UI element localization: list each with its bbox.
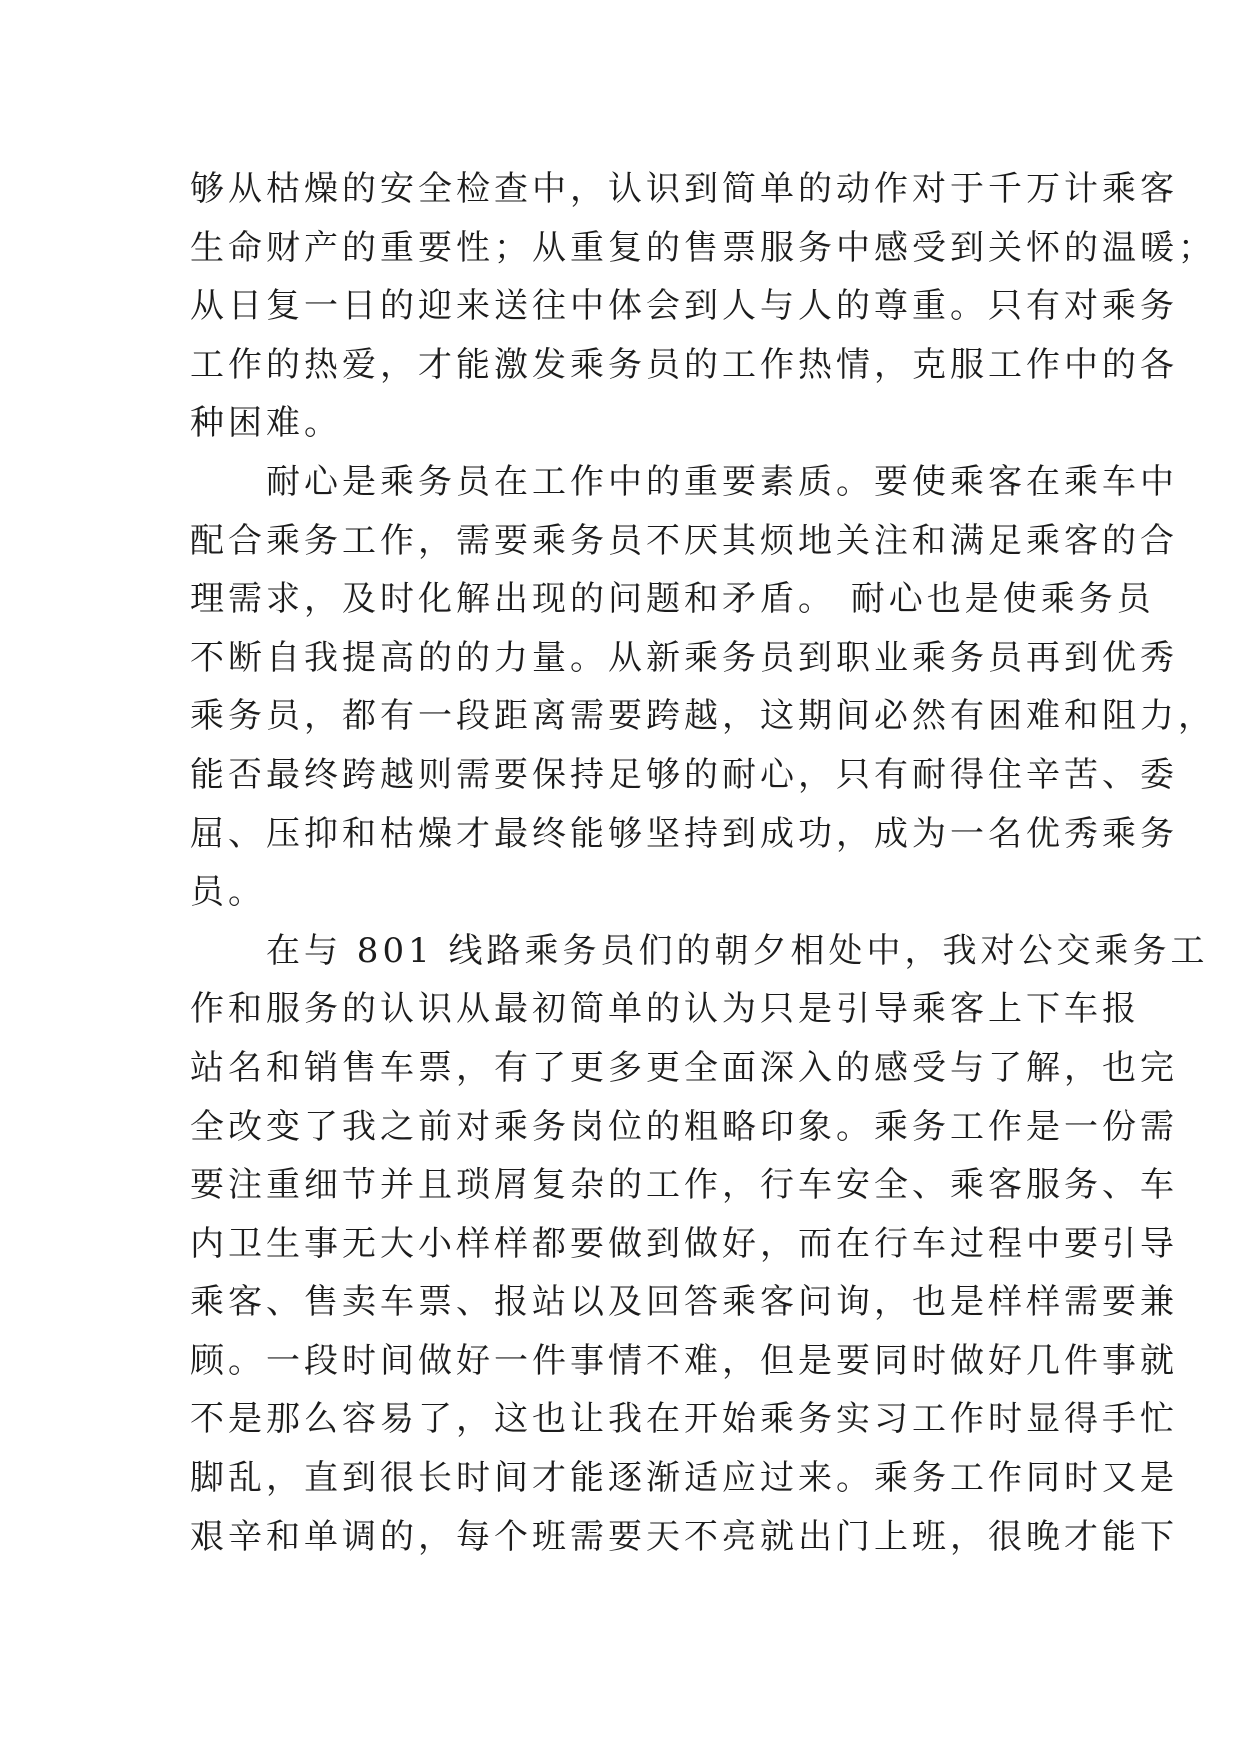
document-body [190, 160, 1216, 1625]
text-line: 理需求，及时化解出现的问题和矛盾。 耐心也是使乘务员 [190, 579, 1155, 620]
text-line: 顾。一段时间做好一件事情不难，但是要同时做好几件事就 [190, 1340, 1178, 1381]
text-line: 员。 [190, 872, 266, 913]
text-line: 艰辛和单调的，每个班需要天不亮就出门上班，很晚才能下 [190, 1516, 1178, 1557]
text-line: 站名和销售车票，有了更多更全面深入的感受与了解，也完 [190, 1047, 1178, 1088]
text-line: 乘务员，都有一段距离需要跨越，这期间必然有困难和阻力， [190, 696, 1216, 737]
text-line: 屈、压抑和枯燥才最终能够坚持到成功，成为一名优秀乘务 [190, 813, 1178, 854]
paragraph-2 [190, 453, 1216, 922]
text-line: 要注重细节并且琐屑复杂的工作，行车安全、乘客服务、车 [190, 1165, 1178, 1206]
text-line: 不是那么容易了，这也让我在开始乘务实习工作时显得手忙 [190, 1399, 1178, 1440]
text-line: 内卫生事无大小样样都要做到做好，而在行车过程中要引导 [190, 1223, 1178, 1264]
paragraph-3 [190, 922, 1209, 1625]
text-line: 配合乘务工作，需要乘务员不厌其烦地关注和满足乘客的合 [190, 520, 1178, 561]
text-line: 在与 801 线路乘务员们的朝夕相处中，我对公交乘务工 [190, 930, 1209, 971]
text-line: 够从枯燥的安全检查中，认识到简单的动作对于千万计乘客 [190, 169, 1178, 209]
text-line: 耐心是乘务员在工作中的重要素质。要使乘客在乘车中 [190, 461, 1178, 502]
text-line: 乘客、售卖车票、报站以及回答乘客问询，也是样样需要兼 [190, 1282, 1178, 1323]
text-line: 全改变了我之前对乘务岗位的粗略印象。乘务工作是一份需 [190, 1106, 1178, 1147]
text-line: 生命财产的重要性；从重复的售票服务中感受到关怀的温暖； [190, 227, 1216, 268]
text-line: 能否最终跨越则需要保持足够的耐心，只有耐得住辛苦、委 [190, 754, 1178, 795]
text-line: 从日复一日的迎来送往中体会到人与人的尊重。只有对乘务 [190, 286, 1178, 327]
text-line: 作和服务的认识从最初简单的认为只是引导乘客上下车报 [190, 989, 1140, 1030]
text-line: 不断自我提高的的力量。从新乘务员到职业乘务员再到优秀 [190, 637, 1178, 678]
text-line: 工作的热爱，才能激发乘务员的工作热情，克服工作中的各 [190, 344, 1178, 385]
text-line: 脚乱，直到很长时间才能逐渐适应过来。乘务工作同时又是 [190, 1458, 1178, 1499]
text-line: 种困难。 [190, 403, 342, 444]
paragraph-1 [190, 160, 1216, 453]
text-line [190, 1566, 1060, 1625]
